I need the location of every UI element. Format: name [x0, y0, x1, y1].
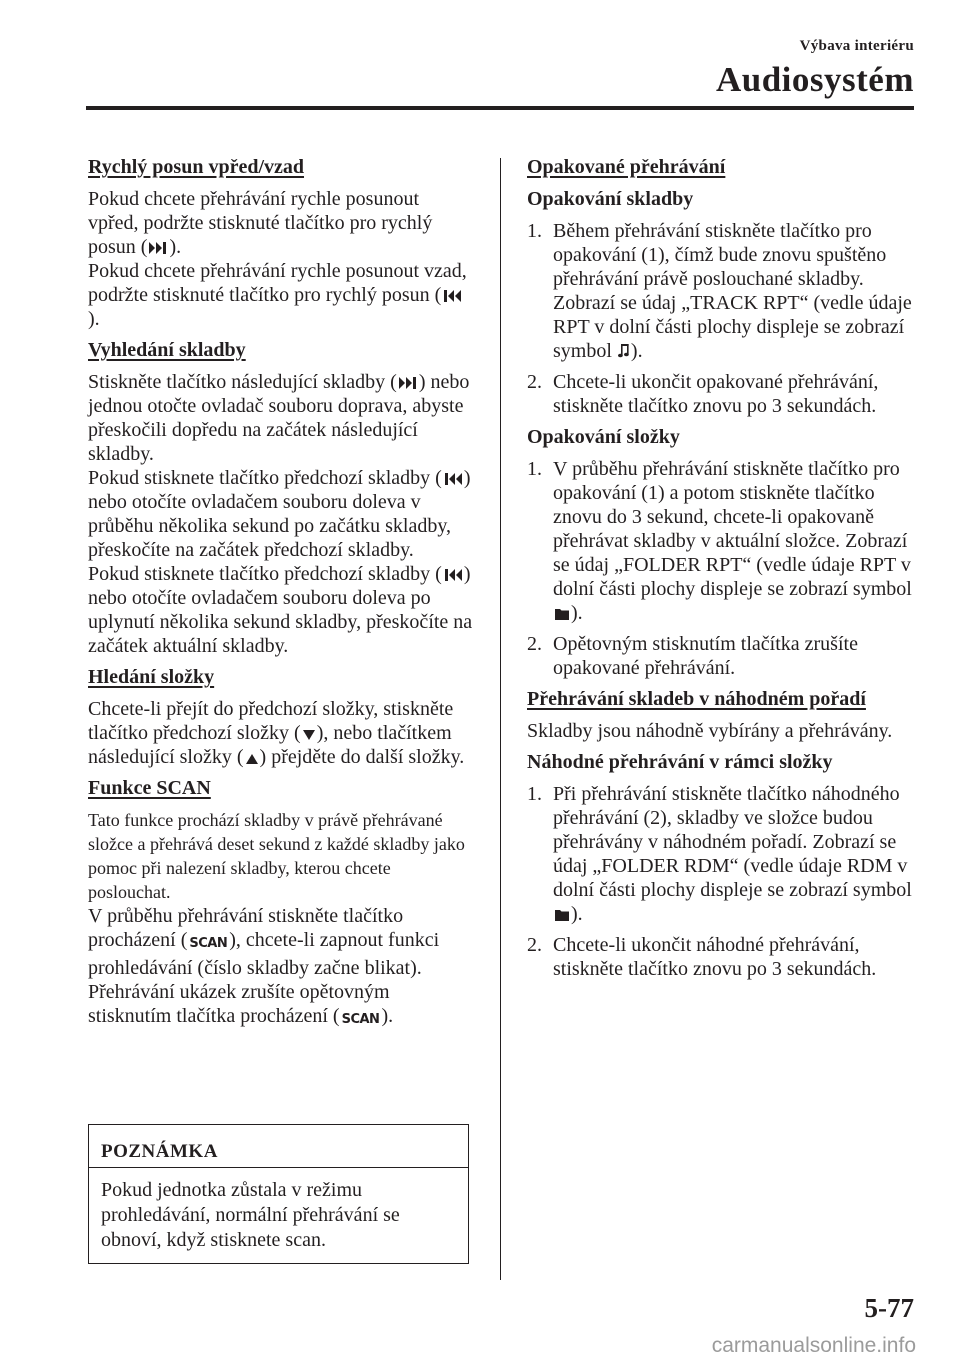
paragraph: Pokud chcete přehrávání rychle posunout vpřed, podržte stisknuté tlačítko pro rychlý posun ( ). — [88, 188, 433, 258]
paragraph: Skladby jsou náhodně vybírány a přehrávány. — [527, 720, 893, 742]
subheading: Opakování skladby — [527, 188, 694, 210]
paragraph: Pokud stisknete tlačítko předchozí skladby ( ) nebo otočíte ovladačem souboru doleva v průběhu několika sekund po začátku skladby, přeskočíte na začátek předchozí skladby. — [88, 467, 471, 561]
fast-forward-section — [88, 155, 474, 331]
next-track-icon — [398, 374, 418, 392]
watermark-text: carmanualsonline.info — [711, 1334, 916, 1357]
scan-icon: SCAN — [189, 936, 228, 951]
repeat-section — [527, 155, 922, 680]
subheading: Opakování složky — [527, 426, 680, 448]
paragraph: Tato funkce prochází skladby v právě přehrávané složce a přehrává deset sekund z každé skladby jako pomoc při nalezení skladby, kterou chcete poslouchat. — [88, 810, 465, 902]
folder-icon — [554, 906, 570, 924]
folder-down-icon — [302, 726, 316, 744]
list-item: 1. Během přehrávání stiskněte tlačítko pro opakování (1), čímž bude znovu spuštěno přehrávání právě poslouchané skladby. Zobrazí se údaj „TRACK RPT“ (vedle údaje RPT v dolní části plochy displeje se zobrazí symbol ). — [527, 220, 912, 362]
folder-search-section — [88, 665, 474, 769]
numbered-list — [527, 782, 922, 981]
left-column — [88, 155, 474, 1039]
paragraph: Stiskněte tlačítko následující skladby ( ) nebo jednou otočte ovladač souboru doprava, abyste přeskočili dopředu na začátek následující skladby. — [88, 371, 470, 465]
right-column — [527, 155, 922, 988]
section-heading: Rychlý posun vpřed/vzad — [88, 156, 305, 178]
next-track-icon — [148, 239, 168, 257]
column-divider — [500, 158, 501, 1280]
header-chapter: Výbava interiéru — [799, 38, 914, 54]
section-heading: Hledání složky — [88, 666, 215, 688]
list-item: 1. Při přehrávání stiskněte tlačítko náhodného přehrávání (2), skladby ve složce budou přehrávány v náhodném pořadí. Zobrazí se údaj „FOLDER RDM“ (vedle údaje RDM v dolní části plochy displeje se zobrazí symbol ). — [527, 783, 912, 925]
folder-up-icon — [245, 750, 259, 768]
previous-track-icon — [443, 566, 463, 584]
section-heading: Funkce SCAN — [88, 777, 211, 799]
page-number: 5-77 — [864, 1293, 914, 1323]
header-title: Audiosystém — [715, 60, 914, 99]
header-rule — [86, 106, 914, 110]
paragraph: Chcete-li přejít do předchozí složky, stiskněte tlačítko předchozí složky ( ), nebo tlačítkem následující složky ( ) přejděte do další složky. — [88, 698, 465, 768]
note-body: Pokud jednotka zůstala v režimu prohledávání, normální přehrávání se obnoví, když stisknete scan. — [101, 1179, 400, 1251]
list-item: 1. V průběhu přehrávání stiskněte tlačítko pro opakování (1) a potom stiskněte tlačítko znovu do 3 sekund, chcete-li opakovaně přehrávat skladby v aktuální složce. Zobrazí se údaj „FOLDER RPT“ (vedle údaje RPT v dolní části plochy displeje se zobrazí symbol ). — [527, 458, 912, 624]
track-search-section — [88, 338, 474, 658]
section-heading: Přehrávání skladeb v náhodném pořadí — [527, 688, 866, 710]
subheading: Náhodné přehrávání v rámci složky — [527, 751, 833, 773]
random-section — [527, 687, 922, 981]
list-item: 2. Chcete-li ukončit opakované přehrávání, stiskněte tlačítko znovu po 3 sekundách. — [527, 371, 879, 417]
scan-icon: SCAN — [341, 1012, 380, 1027]
list-item: 2. Chcete-li ukončit náhodné přehrávání, stiskněte tlačítko znovu po 3 sekundách. — [527, 934, 877, 980]
folder-icon — [554, 605, 570, 623]
numbered-list — [527, 457, 922, 680]
previous-track-icon — [442, 287, 462, 305]
note-title: POZNÁMKA — [89, 1125, 468, 1168]
paragraph: Pokud chcete přehrávání rychle posunout vzad, podržte stisknuté tlačítko pro rychlý posun ( ). — [88, 260, 467, 330]
note-box — [88, 1124, 469, 1264]
music-note-icon — [618, 342, 630, 360]
scan-section — [88, 776, 474, 1032]
list-item: 2. Opětovným stisknutím tlačítka zrušíte opakované přehrávání. — [527, 633, 858, 679]
previous-track-icon — [443, 470, 463, 488]
numbered-list — [527, 219, 922, 418]
paragraph: V průběhu přehrávání stiskněte tlačítko procházení ( SCAN ), chcete-li zapnout funkci prohledávání (číslo skladby začne blikat). Přehrávání ukázek zrušíte opětovným stisknutím tlačítka procházení ( SCAN ). — [88, 904, 474, 1032]
section-heading: Opakované přehrávání — [527, 156, 726, 178]
section-heading: Vyhledání skladby — [88, 339, 246, 361]
paragraph: Pokud stisknete tlačítko předchozí skladby ( ) nebo otočíte ovladačem souboru doleva po uplynutí několika sekund skladby, přeskočíte na začátek aktuální skladby. — [88, 563, 473, 657]
